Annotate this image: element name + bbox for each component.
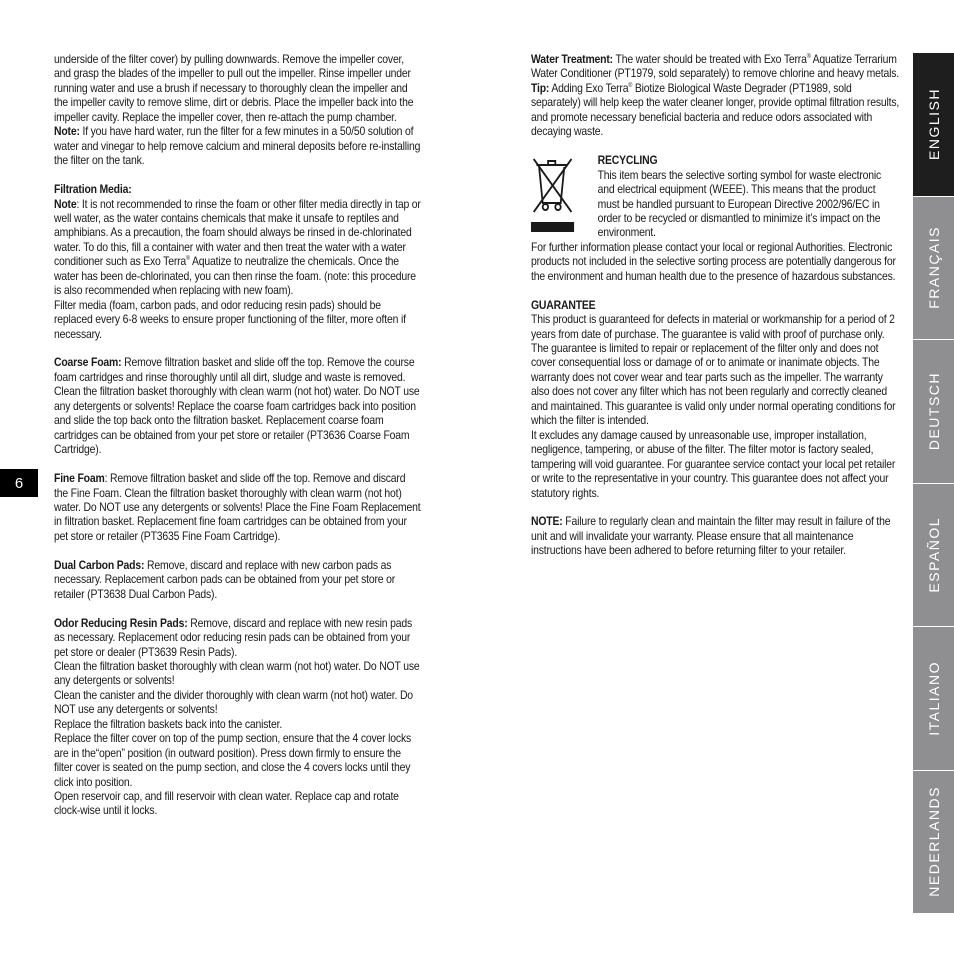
resin-line: Clean the filtration basket thoroughly with clean warm (not hot) water. Do NOT use any detergents or solvents! [54, 659, 420, 688]
filtration-media-text: Filter media (foam, carbon pads, and odor reducing resin pads) should be replaced every 6-8 weeks to ensure proper functioning of the filter, more often if necessary. [54, 298, 406, 341]
note-text: If you have hard water, run the filter for a few minutes in a 50/50 solution of water and vinegar to help remove calcium and mineral deposits before re-installing the filter on the tank. [54, 125, 421, 168]
resin-line: Replace the filtration baskets back into the canister. [54, 717, 283, 731]
guarantee-text-2: It excludes any damage caused by unreasonable use, improper installation, negligence, tampering, or abuse of the filter. The filter motor is factory sealed, tampering will void guarantee. For guarantee service contact your local pet retailer or write to the representative in your country. This guarantee does not affect your statutory rights. [531, 428, 896, 500]
final-note-section [531, 515, 900, 558]
registered-mark: ® [806, 54, 811, 61]
tab-francais[interactable] [913, 197, 954, 341]
recycling-body [598, 154, 900, 241]
tip-text-a: Adding Exo Terra [549, 81, 629, 95]
right-column [531, 53, 900, 573]
carbon-pads-section [54, 559, 421, 602]
guarantee-heading: GUARANTEE [531, 298, 596, 312]
filtration-media-section [54, 183, 421, 342]
tab-nederlands[interactable] [913, 771, 954, 915]
recycling-heading: RECYCLING [597, 154, 658, 168]
tab-english[interactable] [913, 53, 954, 197]
water-treatment-section [531, 53, 900, 140]
resin-line: Clean the canister and the divider thoroughly with clean warm (not hot) water. Do NOT use any detergents or solvents! [54, 688, 413, 717]
left-column [54, 53, 421, 833]
coarse-foam-text: Remove filtration basket and slide off the top. Remove the course foam cartridges and rinse thoroughly until all dirt, sludge and waste is removed. Clean the filtration basket thoroughly with clean warm (not hot) water. Do NOT use any detergents or solvents! Replace the coarse foam cartridges back into position and slide the top back onto the filtration basket. Replacement coarse foam cartridges can be obtained from your pet store or retailer (PT3636 Coarse Foam Cartridge). [54, 356, 420, 457]
tab-label: ITALIANO [925, 660, 942, 736]
tab-label: ENGLISH [925, 88, 942, 161]
guarantee-section [531, 299, 900, 501]
resin-line: Open reservoir cap, and fill reservoir with clean water. Replace cap and rotate clock-wise until it locks. [54, 790, 399, 818]
resin-pads-text: Remove, discard and replace with new resin pads as necessary. Replacement odor reducing resin pads can be obtained from your pet store or dealer (PT3639 Resin Pads). [54, 616, 413, 659]
water-treatment-text-a: The water should be treated with Exo Terra [612, 53, 807, 66]
registered-mark: ® [628, 83, 633, 90]
tab-label: DEUTSCH [925, 372, 942, 451]
coarse-foam-section [54, 356, 421, 457]
water-treatment-label: Water Treatment: [531, 53, 613, 66]
carbon-pads-text: Remove, discard and replace with new carbon pads as necessary. Replacement carbon pads can be obtained from your pet store or retailer (PT3638 Dual Carbon Pads). [54, 558, 396, 601]
fine-foam-text: : Remove filtration basket and slide off the top. Remove and discard the Fine Foam. Clean the filtration basket thoroughly with clean warm (not hot) water. Do NOT use any detergents or solvents! Place the Fine Foam Replacement in filtration basket. Replacement fine foam cartridges can be obtained from your pet store or retailer (PT3635 Fine Foam Cartridge). [54, 472, 421, 543]
tip-text-b: Biotize Biological Waste Degrader (PT1989, sold separately) will help keep the water cleaner longer, provide optimal filtration results, and promote necessary beneficial bacteria and reduce odors associated with decaying waste. [531, 81, 900, 139]
language-tabs [913, 53, 954, 914]
page-number: 6 [0, 469, 38, 497]
weee-crossed-bin-icon [531, 156, 574, 234]
carbon-pads-label: Dual Carbon Pads: [54, 558, 145, 572]
tab-deutsch[interactable] [913, 340, 954, 484]
registered-mark: ® [186, 256, 190, 263]
coarse-foam-label: Coarse Foam: [54, 356, 122, 370]
note-label: Note: [54, 125, 80, 139]
final-note-text: Failure to regularly clean and maintain the filter may result in failure of the unit and will invalidate your warranty. Please ensure that all maintenance instructions have been adhered to before returning filter to your retailer. [531, 515, 891, 558]
filtration-note-text-b: Aquatize to neutralize the chemicals. Once the water has been de-chlorinated, you can then rinse the foam. (note: this procedure is also recommended when replacing with new foam). [54, 255, 416, 298]
fine-foam-section [54, 472, 421, 544]
tab-label: ESPAÑOL [925, 516, 942, 593]
tab-espanol[interactable] [913, 484, 954, 628]
tab-italiano[interactable] [913, 627, 954, 771]
resin-pads-section [54, 617, 421, 819]
filtration-note-label: Note [54, 197, 77, 211]
impeller-paragraph [54, 53, 421, 169]
impeller-text: underside of the filter cover) by pulling downwards. Remove the impeller cover, and grasp the blades of the impeller to pull out the impeller. Rinse impeller under running water and use a brush if necessary to thoroughly clean the impeller and the impeller cavity to remove slime, dirt or debris. Place the impeller back into the impeller cavity. Replace the impeller cover, then re-attach the pump chamber. [54, 53, 414, 124]
guarantee-text: This product is guaranteed for defects in material or workmanship for a period of 2 years from date of purchase. The guarantee is valid with proof of purchase only. The guarantee is limited to repair or replacement of the filter only and does not cover consequential loss or damage of or to animate or inanimate objects. The warranty does not cover wear and tear parts such as the impeller. The warranty also does not cover any filter which has not been regularly and correctly cleaned and maintained. This guarantee is valid only under normal operating conditions for which the filter is intended. [531, 313, 896, 428]
tab-label: NEDERLANDS [925, 786, 942, 898]
water-treatment-text-b: Aquatize Terrarium Water Conditioner (PT1979, sold separately) to remove chlorine and heavy metals. [531, 53, 900, 81]
tip-label: Tip: [531, 81, 550, 95]
recycling-more-text: For further information please contact your local or regional Authorities. Electronic products not included in the selective sorting process are potentially dangerous for the environment and human health due to the presence of hazardous substances. [531, 240, 896, 283]
recycling-text: This item bears the selective sorting symbol for waste electronic and electrical equipment (WEEE). This means that the product must be handled pursuant to European Directive 2002/96/EC in order to be recycled or dismantled to minimize it’s impact on the environment. [597, 168, 882, 240]
final-note-label: NOTE: [531, 515, 563, 529]
resin-pads-label: Odor Reducing Resin Pads: [54, 616, 188, 630]
filtration-note-text-a: : It is not recommended to rinse the foam or other filter media directly in tap or well water, as the water contains chemicals that make it unsafe to reptiles and amphibians. As a precaution, the foam should always be rinsed in de-chlorinated water. To do this, fill a container with water and then treat the water with a water conditioner such as Exo Terra [54, 197, 421, 269]
tab-label: FRANÇAIS [925, 226, 942, 310]
filtration-media-heading: Filtration Media: [54, 183, 132, 197]
fine-foam-label: Fine Foam [54, 472, 105, 486]
resin-line: Replace the filter cover on top of the pump section, ensure that the 4 cover locks are in the“open” position (in outward position). Press down firmly to ensure the filter cover is seated on the pump section, and close the 4 covers locks until they click into position. [54, 732, 412, 789]
recycling-section [531, 154, 900, 241]
